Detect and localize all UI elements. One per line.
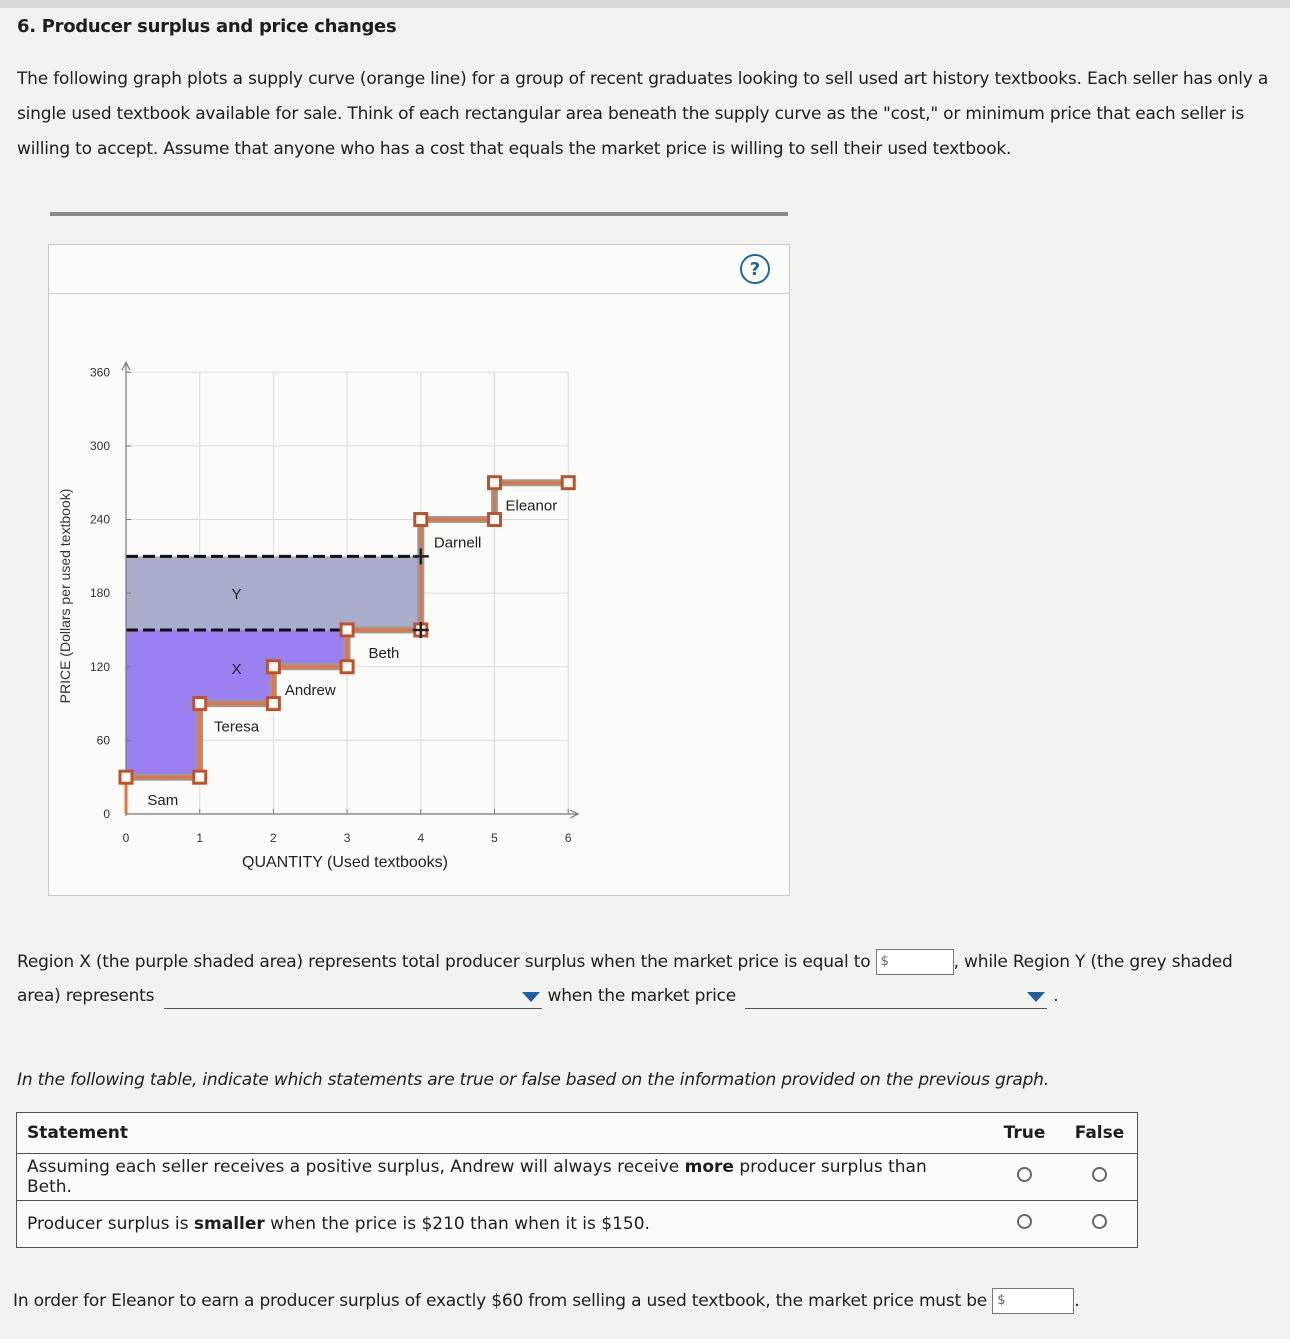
supply-point-marker [194, 771, 206, 783]
statement-2: Producer surplus is smaller when the price is $210 than when it is $150. [17, 1201, 988, 1248]
supply-point-marker [489, 514, 501, 526]
question-1 [17, 945, 1277, 1013]
col-true: True [987, 1113, 1062, 1154]
price-input-region-x[interactable]: $ [876, 949, 954, 975]
seller-label: Beth [368, 644, 400, 662]
question-intro: The following graph plots a supply curve (orange line) for a group of recent graduates looking to sell used art history textbooks. Each seller has only a single used textbook available for sale. Think of each rectangular area beneath the supply curve as the "cost," or minimum price that each seller is willing to accept. Assume that anyone who has a cost that equals the market price is willing to sell their used textbook. [17, 69, 1269, 159]
y-tick-label: 300 [89, 438, 110, 453]
q1-end: . [1053, 986, 1059, 1006]
x-tick-label: 6 [564, 831, 572, 845]
y-axis-label: PRICE (Dollars per used textbook) [57, 488, 73, 704]
region-x-label: X [231, 660, 242, 678]
statement-1: Assuming each seller receives a positive surplus, Andrew will always receive more producer surplus than Beth. [17, 1154, 988, 1201]
region-y-dropdown[interactable] [164, 984, 542, 1009]
seller-label: Darnell [433, 534, 482, 552]
supply-point-marker [341, 661, 353, 673]
supply-point-marker [267, 698, 279, 710]
statement-2-true-radio[interactable] [1017, 1214, 1032, 1229]
x-tick-label: 1 [196, 831, 204, 845]
q3-text: In order for Eleanor to earn a producer surplus of exactly $60 from selling a used textbook, the market price must be [13, 1291, 988, 1311]
table-header-row [17, 1113, 1138, 1154]
statement-1-false-radio[interactable] [1092, 1167, 1107, 1182]
seller-label: Eleanor [505, 497, 558, 515]
supply-point-marker [267, 661, 279, 673]
question-3 [13, 1288, 1080, 1314]
region-y-label: Y [231, 586, 242, 604]
supply-point-marker [562, 477, 574, 489]
statement-1-true-radio[interactable] [1017, 1167, 1032, 1182]
col-false: False [1062, 1113, 1138, 1154]
eleanor-price-input[interactable]: $ [992, 1288, 1074, 1314]
y-tick-label: 0 [103, 807, 110, 821]
market-price-dropdown[interactable] [745, 984, 1047, 1009]
q1-text-part1: Region X (the purple shaded area) represents total producer surplus when the market price is equal to [17, 952, 871, 972]
seller-label: Sam [147, 792, 179, 810]
supply-point-marker [489, 477, 501, 489]
y-tick-label: 360 [89, 365, 110, 380]
y-tick-label: 240 [89, 512, 110, 527]
x-tick-label: 0 [122, 831, 130, 845]
seller-label: Teresa [214, 718, 260, 736]
y-tick-label: 180 [89, 586, 110, 601]
q1-text-part2: , while Region Y (the grey shaded area) represents [17, 952, 1233, 1006]
x-tick-label: 4 [417, 831, 425, 845]
table-row [17, 1201, 1138, 1248]
table-row [17, 1154, 1138, 1201]
y-tick-label: 120 [89, 659, 110, 674]
x-tick-label: 5 [491, 831, 498, 845]
table-instruction: In the following table, indicate which statements are true or false based on the information provided on the previous graph. [17, 1070, 1049, 1090]
supply-point-marker [120, 771, 132, 783]
supply-point-marker [194, 698, 206, 710]
supply-point-marker [415, 514, 427, 526]
y-tick-label: 60 [96, 733, 110, 748]
q1-text-part3: when the market price [547, 986, 736, 1006]
help-icon[interactable]: ? [740, 254, 770, 284]
chevron-down-icon [1027, 992, 1045, 1002]
chevron-down-icon [522, 992, 540, 1002]
region-y [126, 556, 421, 630]
supply-point-marker [341, 624, 353, 636]
q3-end: . [1074, 1291, 1080, 1311]
seller-label: Andrew [284, 681, 336, 699]
col-statement: Statement [17, 1113, 988, 1154]
x-axis-label: QUANTITY (Used textbooks) [242, 854, 448, 871]
x-tick-label: 2 [270, 831, 277, 845]
question-heading: 6. Producer surplus and price changes [17, 16, 397, 37]
statement-2-false-radio[interactable] [1092, 1214, 1107, 1229]
statement-table [16, 1112, 1138, 1248]
x-tick-label: 3 [343, 831, 351, 845]
